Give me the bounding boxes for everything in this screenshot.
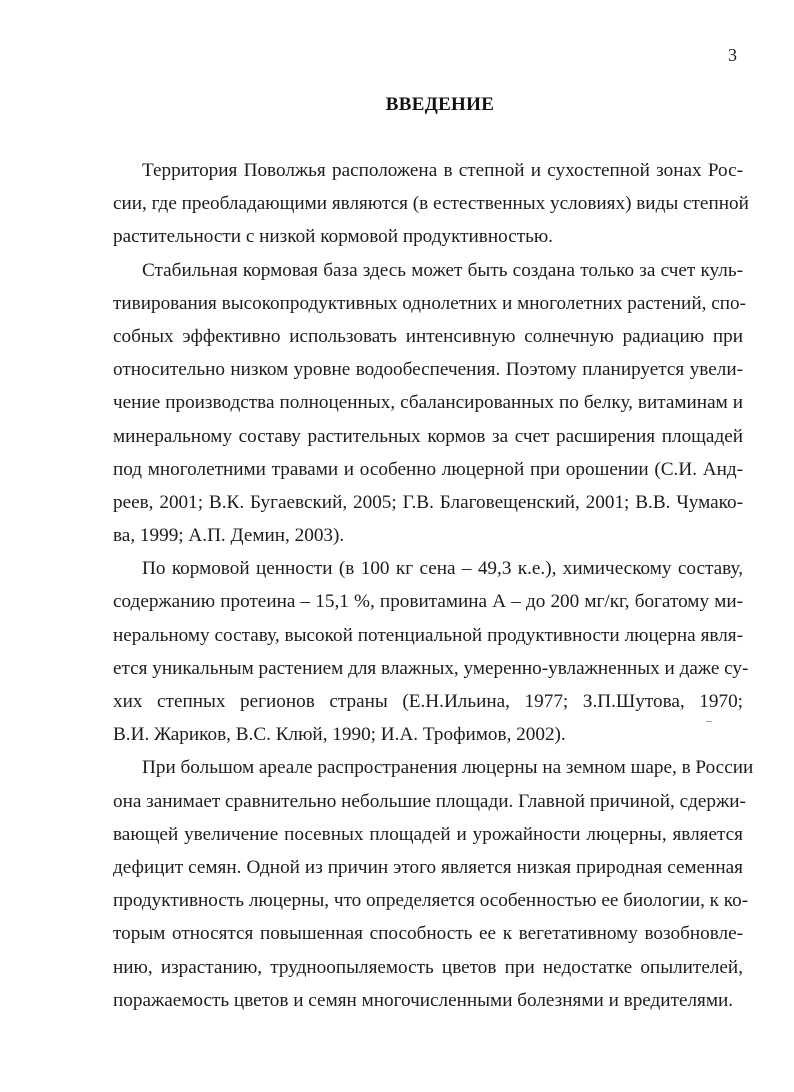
paragraph-3 [113, 552, 749, 751]
text-line: Территория Поволжья расположена в степной и сухостепной зонах Рос- [142, 160, 743, 181]
text-line: содержанию протеина – 15,1 %, провитамина А – до 200 мг/кг, богатому ми- [113, 591, 743, 613]
text-line: реев, 2001; В.К. Бугаевский, 2005; Г.В. Благовещенский, 2001; В.В. Чумако- [113, 491, 743, 513]
text-line: чение производства полноценных, сбалансированных по белку, витаминам и [113, 392, 743, 414]
text-line: она занимает сравнительно небольшие площади. Главной причиной, сдержи- [113, 790, 746, 812]
text-line: тивирования высокопродуктивных однолетних и многолетних растений, спо- [113, 292, 746, 314]
text-line: В.И. Жариков, В.С. Клюй, 1990; И.А. Трофимов, 2002). [113, 724, 566, 746]
text-line: минеральному составу растительных кормов за счет расширения площадей [113, 425, 743, 447]
text-line: дефицит семян. Одной из причин этого является низкая природная семенная [113, 856, 743, 878]
text-line: хих степных регионов страны (Е.Н.Ильина, 1977; З.П.Шутова, 1970; [113, 691, 743, 712]
text-line: поражаемость цветов и семян многочисленными болезнями и вредителями. [113, 989, 734, 1011]
text-line: собных эффективно использовать интенсивную солнечную радиацию при [113, 325, 743, 347]
paragraph-1 [113, 154, 749, 254]
paragraph-2 [113, 254, 746, 553]
text-line: Стабильная кормовая база здесь может быть создана только за счет куль- [142, 259, 743, 281]
text-line: По кормовой ценности (в 100 кг сена – 49,3 к.е.), химическому составу, [142, 558, 743, 580]
text-line: ется уникальным растением для влажных, умеренно-увлажненных и даже су- [113, 657, 749, 679]
text-line: продуктивность люцерны, что определяется особенностью ее биологии, к ко- [113, 890, 749, 912]
scan-artifact [706, 721, 712, 722]
text-line: сии, где преобладающими являются (в естественных условиях) виды степной [113, 193, 749, 215]
text-line: относительно низком уровне водообеспечения. Поэтому планируется увели- [113, 359, 743, 381]
text-line: вающей увеличение посевных площадей и урожайности люцерны, является [113, 823, 743, 845]
document-body [113, 154, 754, 1017]
text-line: нию, израстанию, трудноопыляемость цветов при недостатке опылителей, [113, 956, 743, 978]
section-title: ВВЕДЕНИЕ [385, 94, 495, 115]
text-line: растительности с низкой кормовой продуктивностью. [113, 226, 553, 248]
paragraph-4 [113, 751, 754, 1017]
text-line: ва, 1999; А.П. Демин, 2003). [113, 525, 345, 547]
text-line: неральному составу, высокой потенциальной продуктивности люцерна явля- [113, 624, 743, 646]
text-line: При большом ареале распространения люцерны на земном шаре, в России [142, 757, 754, 779]
page-number: 3 [728, 45, 737, 65]
text-line: торым относятся повышенная способность ее к вегетативному возобновле- [113, 923, 743, 945]
text-line: под многолетними травами и особенно люцерной при орошении (С.И. Анд- [113, 458, 743, 480]
